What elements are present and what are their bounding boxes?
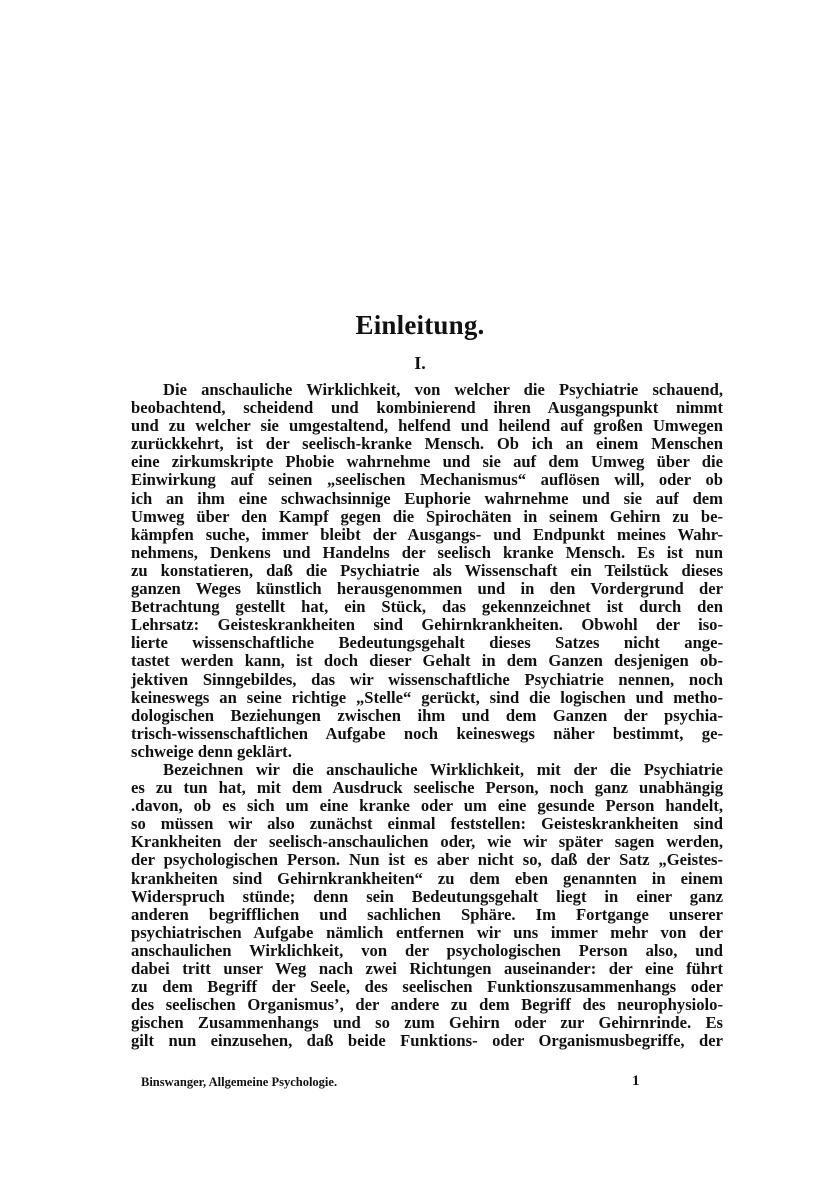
chapter-title: Einleitung. — [355, 310, 485, 340]
text-line: kämpfen suche, immer bleibt der Ausgangs- und Endpunkt meines Wahr- — [131, 524, 723, 544]
body-text — [131, 381, 723, 1050]
text-line: ich an ihm eine schwachsinnige Euphorie wahrnehme und sie auf dem — [131, 488, 723, 508]
text-line: schweige denn geklärt. — [131, 741, 292, 761]
text-line: zurückkehrt, ist der seelisch-kranke Mensch. Ob ich an einem Menschen — [131, 434, 723, 454]
text-line: ganzen Weges künstlich herausgenommen und in den Vordergrund der — [131, 579, 723, 599]
text-line: und zu welcher sie umgestaltend, helfend und heilend auf großen Umwegen — [131, 416, 723, 436]
section-number: I. — [414, 353, 426, 373]
text-line: nehmens, Denkens und Handelns der seelisch kranke Mensch. Es ist nun — [131, 542, 723, 562]
text-line: der psychologischen Person. Nun ist es aber nicht so, daß der Satz „Geistes- — [131, 850, 723, 870]
text-line: zu dem Begriff der Seele, des seelischen Funktionszusammenhangs oder — [131, 977, 723, 997]
text-line: anderen begrifflichen und sachlichen Sphäre. Im Fortgange unserer — [131, 904, 723, 924]
text-line: anschaulichen Wirklichkeit, von der psychologischen Person also, und — [131, 940, 723, 960]
text-line: krankheiten sind Gehirnkrankheiten“ zu dem eben genannten in einem — [131, 868, 723, 888]
text-line: Umweg über den Kampf gegen die Spirochäten in seinem Gehirn zu be- — [131, 506, 723, 526]
footer-author-title: Binswanger, Allgemeine Psychologie. — [141, 1075, 338, 1089]
text-line: gischen Zusammenhangs und so zum Gehirn oder zur Gehirnrinde. Es — [131, 1013, 723, 1033]
text-line: .davon, ob es sich um eine kranke oder um eine gesunde Person handelt, — [131, 796, 723, 816]
paragraph — [131, 381, 723, 761]
text-line: gilt nun einzusehen, daß beide Funktions- oder Organismusbegriffe, der — [131, 1031, 723, 1051]
text-line: dabei tritt unser Weg nach zwei Richtungen auseinander: der eine führt — [131, 959, 723, 978]
text-line: beobachtend, scheidend und kombinierend ihren Ausgangspunkt nimmt — [131, 398, 723, 418]
text-line: dologischen Beziehungen zwischen ihm und dem Ganzen der psychia- — [131, 705, 723, 725]
text-line: Widerspruch stünde; denn sein Bedeutungsgehalt liegt in einer ganz — [131, 886, 723, 906]
text-line: trisch-wissenschaftlichen Aufgabe noch keineswegs näher bestimmt, ge- — [131, 723, 723, 743]
text-line: jektiven Sinngebildes, das wir wissenschaftliche Psychiatrie nennen, noch — [131, 669, 723, 689]
footer-signature-mark: 1 — [632, 1073, 640, 1089]
text-line: Krankheiten der seelisch-anschaulichen oder, wie wir später sagen werden, — [131, 832, 723, 852]
text-line: Betrachtung gestellt hat, ein Stück, das gekennzeichnet ist durch den — [131, 597, 723, 617]
text-line: eine zirkumskripte Phobie wahrnehme und sie auf dem Umweg über die — [131, 452, 723, 472]
text-line: psychiatrischen Aufgabe nämlich entfernen wir uns immer mehr von der — [131, 922, 723, 942]
text-line: Bezeichnen wir die anschauliche Wirklichkeit, mit der die Psychiatrie — [163, 759, 723, 779]
text-line: keineswegs an seine richtige „Stelle“ gerückt, sind die logischen und metho- — [131, 687, 723, 707]
text-line: Einwirkung auf seinen „seelischen Mechanismus“ auflösen will, oder ob — [131, 470, 723, 490]
paragraph — [131, 761, 723, 1051]
text-line: Lehrsatz: Geisteskrankheiten sind Gehirnkrankheiten. Obwohl der iso- — [131, 615, 723, 635]
text-line: des seelischen Organismus’, der andere zu dem Begriff des neurophysiolo- — [131, 995, 723, 1015]
text-line: es zu tun hat, mit dem Ausdruck seelische Person, noch ganz unabhängig — [131, 778, 723, 798]
text-line: Die anschauliche Wirklichkeit, von welcher die Psychiatrie schauend, — [163, 380, 723, 399]
text-line: zu konstatieren, daß die Psychiatrie als Wissenschaft ein Teilstück dieses — [131, 560, 723, 580]
text-line: lierte wissenschaftliche Bedeutungsgehalt dieses Satzes nicht ange- — [131, 633, 723, 653]
text-line: tastet werden kann, ist doch dieser Gehalt in dem Ganzen desjenigen ob- — [131, 651, 723, 671]
text-line: so müssen wir also zunächst einmal feststellen: Geisteskrankheiten sind — [131, 814, 723, 834]
